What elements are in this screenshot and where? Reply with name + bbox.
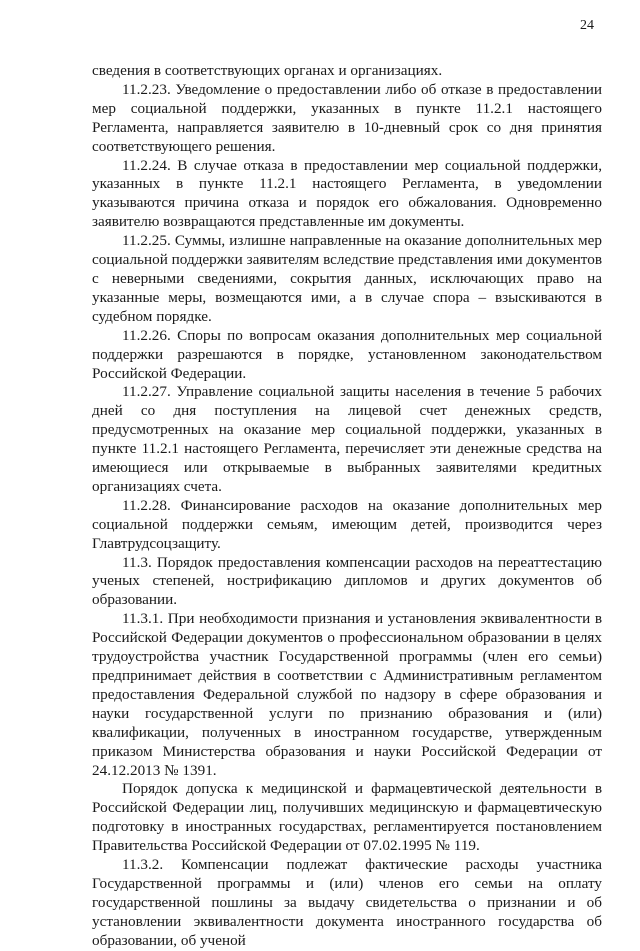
paragraph-11-3: 11.3. Порядок предоставления компенсации расходов на переаттестацию ученых степеней, нострификацию дипломов и других документов об образовании.: [92, 553, 602, 609]
paragraph-11-2-25: 11.2.25. Суммы, излишне направленные на оказание дополнительных мер социальной поддержки заявителям вследствие представления ими документов с неверными сведениями, сокрытия данных, исключающих право на указанные меры, возмещаются ими, а в случае спора – взыскиваются в судебном порядке.: [92, 232, 602, 325]
paragraph-medical-admission: Порядок допуска к медицинской и фармацевтической деятельности в Российской Федерации лиц, получивших медицинскую и фармацевтическую подготовку в иностранных государствах, регламентируется постановлением Правительства Российской Федерации от 07.02.1995 № 119.: [92, 780, 602, 855]
paragraph-11-3-2: 11.3.2. Компенсации подлежат фактические расходы участника Государственной программы и (или) членов его семьи на оплату государственной пошлины за выдачу свидетельства о признании и об установлении эквивалентности документа иностранного государства об образовании, об ученой: [92, 856, 602, 949]
paragraph-11-2-27: 11.2.27. Управление социальной защиты населения в течение 5 рабочих дней со дня поступления на лицевой счет денежных средств, предусмотренных на оказание мер социальной поддержки, указанных в пункте 11.2.1 настоящего Регламента, перечисляет эти денежные средства на имеющиеся или открываемые в выбранных заявителями кредитных организациях счета.: [92, 383, 602, 495]
paragraph-11-2-23: 11.2.23. Уведомление о предоставлении либо об отказе в предоставлении мер социальной поддержки, указанных в пункте 11.2.1 настоящего Регламента, направляется заявителю в 10-дневный срок со дня принятия соответствующего решения.: [92, 80, 602, 155]
page-number: 24: [580, 18, 594, 33]
paragraph-11-2-26: 11.2.26. Споры по вопросам оказания дополнительных мер социальной поддержки разрешаются в порядке, установленном законодательством Российской Федерации.: [92, 326, 602, 382]
paragraph-continuation: сведения в соответствующих органах и организациях.: [92, 62, 443, 79]
document-body: [92, 62, 602, 951]
paragraph-11-2-24: 11.2.24. В случае отказа в предоставлении мер социальной поддержки, указанных в пункте 11.2.1 настоящего Регламента, в уведомлении указываются причина отказа и порядок его обжалования. Одновременно заявителю возвращаются представленные им документы.: [92, 156, 602, 231]
paragraph-11-3-1: 11.3.1. При необходимости признания и установления эквивалентности в Российской Федерации документов о профессиональном образовании в целях трудоустройства участник Государственной программы (член его семьи) предпринимает действия в соответствии с Административным регламентом предоставления Федеральной службой по надзору в сфере образования и науки государственной услуги по признанию образования и (или) квалификации, полученных в иностранном государстве, утвержденным приказом Министерства образования и науки Российской Федерации от 24.12.2013 № 1391.: [92, 610, 602, 779]
paragraph-11-2-28: 11.2.28. Финансирование расходов на оказание дополнительных мер социальной поддержки семьям, имеющим детей, производится через Главтрудсоцзащиту.: [92, 496, 602, 552]
